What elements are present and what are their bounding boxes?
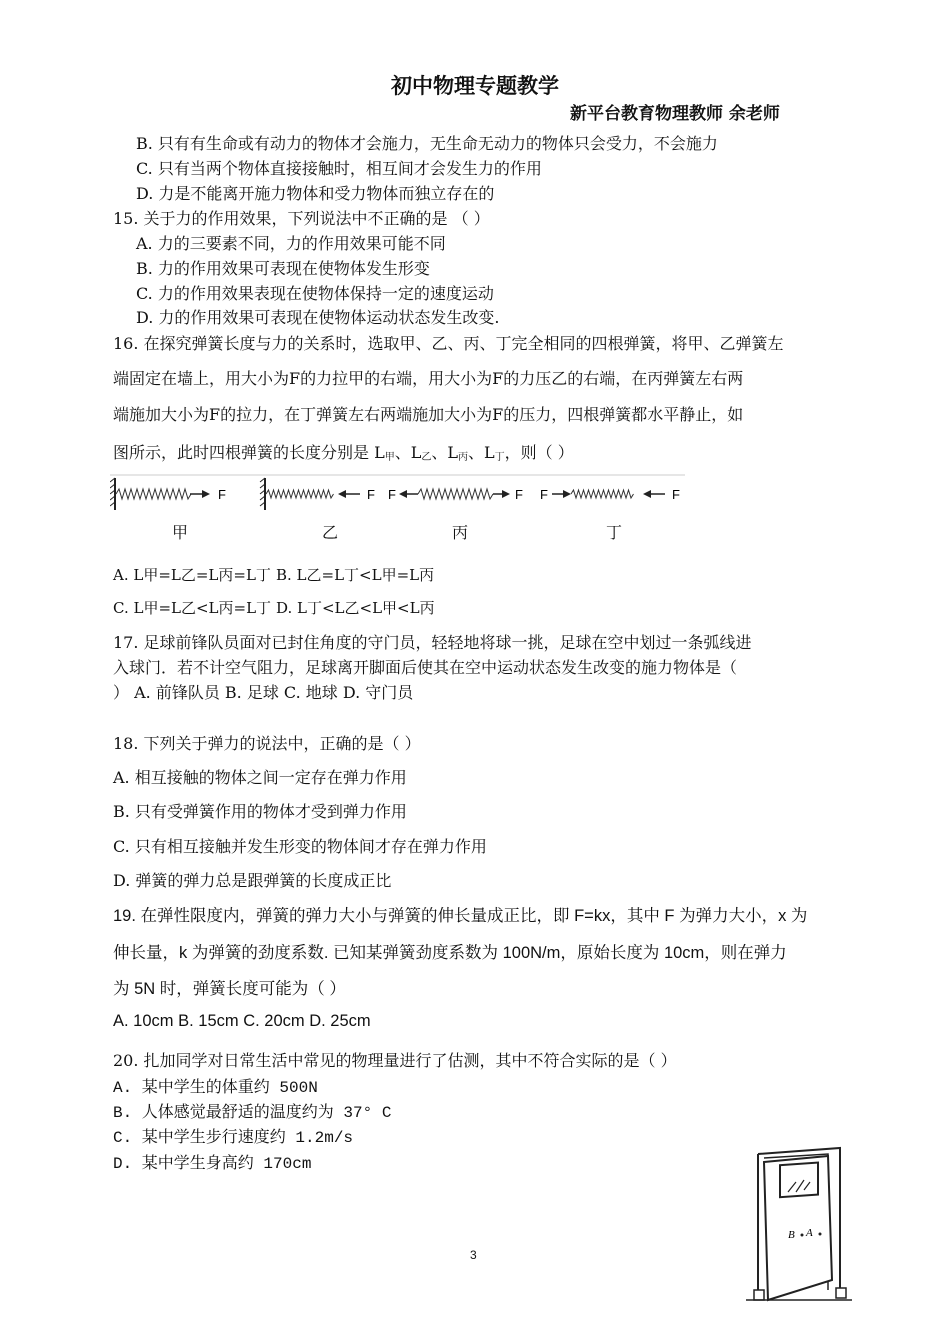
figure-label-bing: 丙 bbox=[452, 523, 469, 542]
q18-option-a: A. 相互接触的物体之间一定存在弹力作用 bbox=[113, 768, 407, 787]
q19-options: A. 10cm B. 15cm C. 20cm D. 25cm bbox=[113, 1012, 371, 1030]
spring-bing bbox=[418, 489, 493, 499]
wall-jia bbox=[110, 478, 115, 510]
q16-option-a: A. L甲=L乙=L丙=L丁 bbox=[113, 566, 271, 584]
q15-option-c: C. 力的作用效果表现在使物体保持一定的速度运动 bbox=[136, 284, 494, 303]
wall-yi bbox=[260, 478, 265, 510]
force-label-bing-left: F bbox=[388, 487, 396, 502]
force-label-bing-right: F bbox=[515, 487, 523, 502]
q16-stem-line-3: 端施加大小为F的拉力，在丁弹簧左右两端施加大小为F的压力，四根弹簧都水平静止，如 bbox=[113, 405, 744, 424]
q15-option-d: D. 力的作用效果可表现在使物体运动状态发生改变. bbox=[136, 308, 500, 327]
force-label-ding-right: F bbox=[672, 487, 680, 502]
q16-option-d: D. L丁<L乙<L甲<L丙 bbox=[276, 599, 435, 617]
q19-line-1: 19. 在弹性限度内，弹簧的弹力大小与弹簧的伸长量成正比，即 F=kx，其中 F 为弹力大小，x 为 bbox=[113, 907, 808, 925]
page-subtitle: 新平台教育物理教师 余老师 bbox=[570, 104, 780, 124]
door-label-a: A bbox=[806, 1227, 813, 1239]
force-label-jia: F bbox=[218, 487, 226, 502]
door-label-b: B bbox=[788, 1229, 795, 1241]
figure-label-ding: 丁 bbox=[606, 523, 623, 542]
q18-option-b: B. 只有受弹簧作用的物体才受到弹力作用 bbox=[113, 802, 407, 821]
figure-label-yi: 乙 bbox=[322, 523, 339, 542]
q14-option-b: B. 只有有生命或有动力的物体才会施力，无生命无动力的物体只会受力，不会施力 bbox=[136, 134, 718, 153]
q18-stem: 18. 下列关于弹力的说法中，正确的是（ ） bbox=[113, 734, 421, 753]
q18-option-c: C. 只有相互接触并发生形变的物体间才存在弹力作用 bbox=[113, 837, 487, 856]
q20-option-c: C. 某中学生步行速度约 1.2m/s bbox=[113, 1129, 354, 1147]
spring-jia bbox=[116, 489, 191, 499]
q16-stem-line-1: 16. 在探究弹簧长度与力的关系时，选取甲、乙、丙、丁完全相同的四根弹簧，将甲、乙弹簧左 bbox=[113, 334, 784, 353]
q17-line-1: 17. 足球前锋队员面对已封住角度的守门员，轻轻地将球一挑，足球在空中划过一条弧线进 bbox=[113, 633, 752, 652]
q15-option-b: B. 力的作用效果可表现在使物体发生形变 bbox=[136, 259, 430, 278]
springs-figure bbox=[110, 470, 690, 545]
q16-stem-line-4: 图所示，此时四根弹簧的长度分别是 $L_甲$、$L_乙$、$L_丙$、$L_丁$，则（ ） bbox=[113, 443, 574, 463]
spring-ding bbox=[571, 490, 634, 498]
q16-option-b: B. L乙=L丁<L甲=L丙 bbox=[276, 566, 435, 584]
page-title: 初中物理专题教学 bbox=[391, 74, 559, 98]
door-figure bbox=[740, 1140, 860, 1305]
q15-option-a: A. 力的三要素不同，力的作用效果可能不同 bbox=[136, 234, 446, 253]
figure-label-jia: 甲 bbox=[172, 523, 189, 542]
q20-stem: 20. 扎加同学对日常生活中常见的物理量进行了估测，其中不符合实际的是（ ） bbox=[113, 1051, 677, 1070]
spring-yi bbox=[266, 490, 334, 498]
q16-stem-line-2: 端固定在墙上，用大小为F的力拉甲的右端，用大小为F的力压乙的右端，在丙弹簧左右两 bbox=[113, 369, 744, 388]
q19-line-3: 为 5N 时，弹簧长度可能为（ ） bbox=[113, 980, 346, 998]
force-label-ding-left: F bbox=[540, 487, 548, 502]
q17-line-2: 入球门．若不计空气阻力，足球离开脚面后使其在空中运动状态发生改变的施力物体是（ bbox=[113, 658, 738, 677]
q18-option-d: D. 弹簧的弹力总是跟弹簧的长度成正比 bbox=[113, 871, 392, 890]
page-number: 3 bbox=[470, 1248, 477, 1262]
q17-line-3: ） A. 前锋队员 B. 足球 C. 地球 D. 守门员 bbox=[113, 683, 414, 702]
force-label-yi: F bbox=[367, 487, 375, 502]
q19-line-2: 伸长量，k 为弹簧的劲度系数. 已知某弹簧劲度系数为 100N/m，原始长度为 10cm，则在弹力 bbox=[113, 944, 787, 962]
q15-stem: 15. 关于力的作用效果，下列说法中不正确的是 （ ） bbox=[113, 209, 490, 228]
q14-option-c: C. 只有当两个物体直接接触时，相互间才会发生力的作用 bbox=[136, 159, 542, 178]
q14-option-d: D. 力是不能离开施力物体和受力物体而独立存在的 bbox=[136, 184, 495, 203]
q16-option-c: C. L甲=L乙<L丙=L丁 bbox=[113, 599, 272, 617]
q20-option-b: B. 人体感觉最舒适的温度约为 37° C bbox=[113, 1104, 392, 1122]
q20-option-a: A. 某中学生的体重约 500N bbox=[113, 1079, 318, 1097]
q20-option-d: D. 某中学生身高约 170cm bbox=[113, 1155, 312, 1173]
